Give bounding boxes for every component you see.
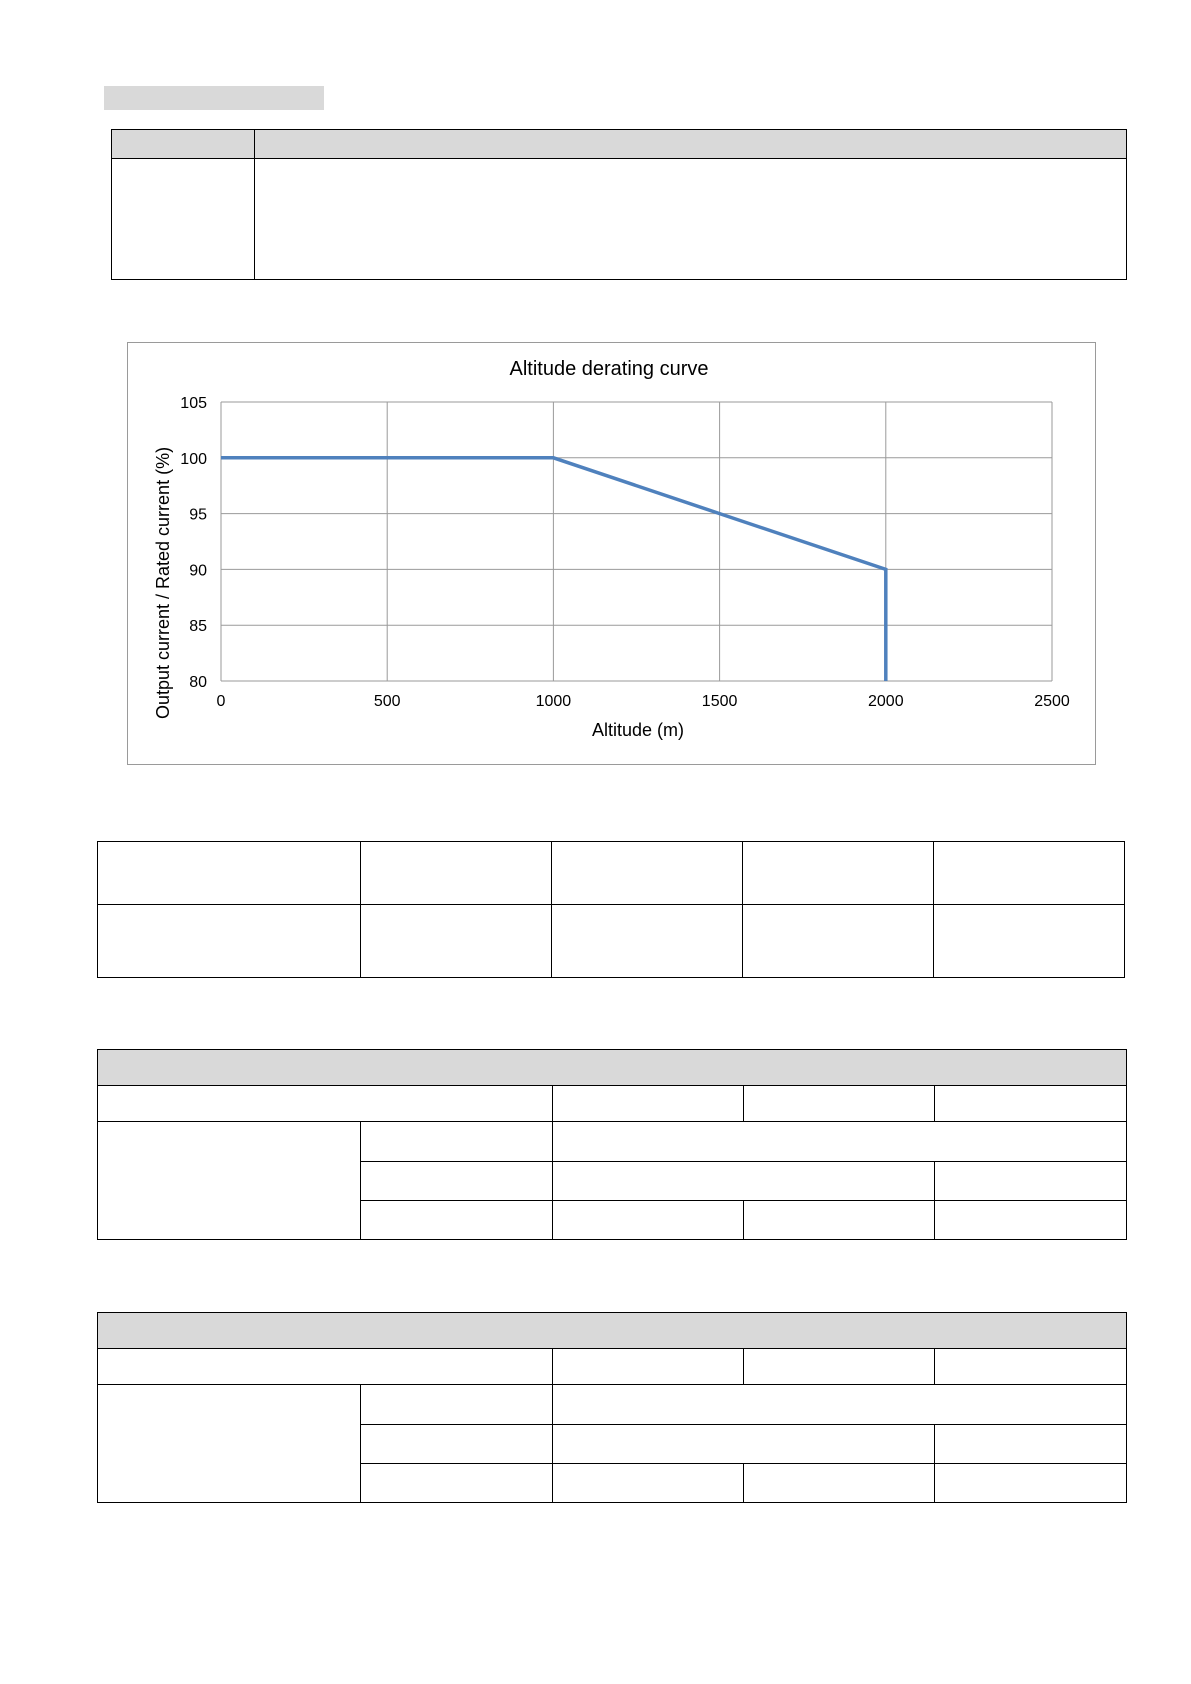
table-cell — [744, 1349, 935, 1385]
table-row — [98, 1122, 1127, 1162]
y-axis-label: Output current / Rated current (%) — [153, 446, 173, 720]
table-cell — [744, 1464, 935, 1503]
table-cell — [552, 842, 743, 905]
table-cell — [934, 905, 1125, 978]
table-row — [112, 159, 1127, 280]
x-tick-label: 1000 — [535, 693, 572, 710]
x-tick-label: 2500 — [1034, 693, 1070, 710]
table-cell — [98, 1385, 361, 1503]
table-cell — [552, 905, 743, 978]
table-cell — [361, 1385, 553, 1425]
table-row — [98, 842, 1125, 905]
description-table — [111, 129, 1127, 280]
table-header-cell — [255, 130, 1127, 159]
table-cell — [553, 1385, 1127, 1425]
table-row — [98, 1349, 1127, 1385]
table-row — [98, 1086, 1127, 1122]
table-cell — [98, 905, 361, 978]
table-row — [98, 1050, 1127, 1086]
y-tick-label: 100 — [180, 450, 207, 468]
table-cell — [743, 842, 934, 905]
table-cell — [361, 1464, 553, 1503]
table-row — [98, 905, 1125, 978]
x-tick-label: 500 — [373, 693, 401, 710]
table-row — [98, 1313, 1127, 1349]
x-tick-label: 1500 — [701, 693, 738, 710]
section-heading-bar — [104, 86, 324, 110]
table-header-cell — [98, 1313, 1127, 1349]
table-cell — [361, 1201, 553, 1240]
table-cell — [553, 1201, 744, 1240]
table-cell — [98, 1122, 361, 1240]
table-cell — [934, 842, 1125, 905]
table-header-cell — [112, 130, 255, 159]
table-cell — [98, 842, 361, 905]
table-cell — [744, 1086, 935, 1122]
table-cell — [553, 1464, 744, 1503]
table-cell — [935, 1464, 1127, 1503]
y-tick-label: 90 — [189, 562, 207, 580]
table-cell — [553, 1425, 935, 1464]
table-header-cell — [98, 1050, 1127, 1086]
y-tick-label: 80 — [189, 674, 207, 691]
table-cell — [935, 1086, 1127, 1122]
table-cell — [935, 1201, 1127, 1240]
table-cell — [361, 1122, 553, 1162]
table-cell — [935, 1349, 1127, 1385]
x-tick-label: 2000 — [868, 693, 904, 710]
table-cell — [553, 1122, 1127, 1162]
table-cell — [255, 159, 1127, 280]
y-tick-label: 105 — [180, 395, 207, 412]
chart-frame — [128, 343, 1096, 765]
table-row — [98, 1385, 1127, 1425]
chart-title: Altitude derating curve — [509, 358, 709, 380]
specification-table-1 — [97, 1049, 1127, 1240]
table-cell — [361, 1162, 553, 1201]
table-cell — [98, 1086, 553, 1122]
table-cell — [553, 1086, 744, 1122]
table-cell — [553, 1162, 935, 1201]
table-cell — [98, 1349, 553, 1385]
table-cell — [361, 905, 552, 978]
table-cell — [744, 1201, 935, 1240]
y-tick-label: 95 — [189, 506, 207, 524]
table-cell — [935, 1162, 1127, 1201]
table-cell — [361, 1425, 553, 1464]
altitude-derating-chart — [127, 342, 1097, 766]
table-cell — [112, 159, 255, 280]
x-tick-label: 0 — [216, 693, 226, 710]
table-cell — [743, 905, 934, 978]
table-cell — [935, 1425, 1127, 1464]
specification-table-2 — [97, 1312, 1127, 1503]
x-axis-label: Altitude (m) — [591, 720, 685, 740]
altitude-table — [97, 841, 1125, 978]
y-tick-label: 85 — [189, 618, 207, 636]
table-cell — [553, 1349, 744, 1385]
table-row — [112, 130, 1127, 159]
table-cell — [361, 842, 552, 905]
